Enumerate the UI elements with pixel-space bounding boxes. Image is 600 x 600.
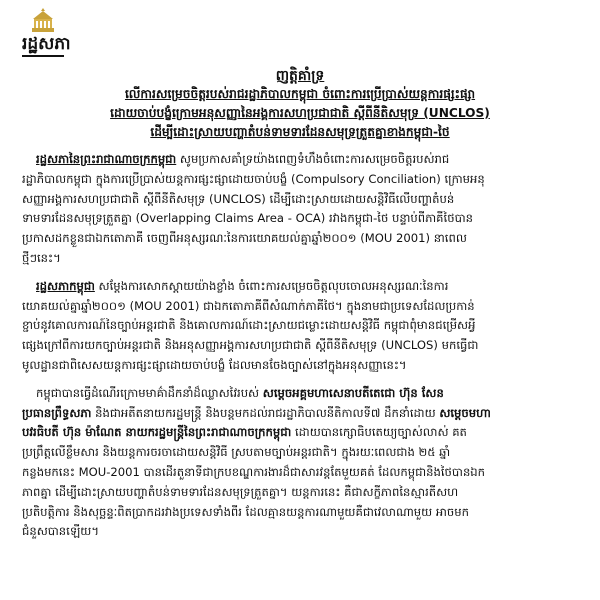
document-subtitle: [22, 85, 578, 142]
paragraph-line: ប្រតិបត្តិការ និងសុច្ឆន្ទៈពិតប្រាកដរវាងប្រទេសទាំងពីរ ដែលគ្មានយន្តការណាមួយគឺជាវេលាណាមួយ អាចមក: [22, 504, 469, 519]
paragraph-2: [22, 277, 578, 376]
subtitle-line: លើការសម្រេចចិត្តរបស់រាជរដ្ឋាភិបាលកម្ពុជា ចំពោះការប្រើប្រាស់យន្តការផ្សះផ្សា: [124, 87, 476, 101]
paragraph-3: [22, 384, 578, 542]
paragraph-line: ខ្ជាប់នូវគោលការណ៍នៃច្បាប់អន្តរជាតិ និងគោលការណ៍ដោះស្រាយជម្លោះដោយសន្តិវិធី កម្ពុជាពុំមានជម្រើសអ្វី: [22, 318, 476, 333]
paragraph-text: ដោយបានក្សោធិបតេយ្យច្បាស់លាស់ គត: [291, 425, 467, 440]
paragraph-line: សញ្ញាអង្គការសហប្រជាជាតិ ស្តីពីនីតិសមុទ្រ (UNCLOS) ដើម្បីដោះស្រាយដោយសន្តិវិធីលើបញ្ហាតំបន់: [22, 191, 455, 206]
paragraph-line: ជំនួសបានឡើយ។: [22, 524, 99, 539]
subtitle-line: ដើម្បីដោះស្រាយបញ្ហាតំបន់ទាមទារដែនសមុទ្រត្រួតគ្នាខាងកម្ពុជា-ថៃ: [150, 125, 450, 139]
paragraph-line: ភាពគ្នា ដើម្បីដោះស្រាយបញ្ហាតំបន់ទាមទារដែនសមុទ្រត្រួតគ្នា។ យន្តការនេះ គឺជាសក្ខីភាពនៃស្មារតីសហ: [22, 484, 459, 499]
document-title: ញត្តិគាំទ្រ: [275, 68, 325, 84]
paragraph-line: ផ្សេងក្រៅពីការយកច្បាប់អន្តរជាតិ និងអនុសញ្ញាអង្គការសហប្រជាជាតិ ស្តីពីនីតិសមុទ្រ (UNCLOS) មកធ្វើជា: [22, 338, 479, 353]
paragraph-text: កម្ពុជាបានធ្វើដំណើរក្រោមមាគ៌ាដឹកនាំដ៏ឈ្លាសវៃរបស់: [36, 385, 263, 400]
paragraph-lead: រដ្ឋសភានៃព្រះរាជាណាចក្រកម្ពុជា: [36, 152, 177, 166]
paragraph-text: សូមប្រកាសគាំទ្រយ៉ាងពេញទំហឹងចំពោះការសម្រេចចិត្តរបស់រាជ: [176, 152, 450, 166]
paragraph-1: [22, 150, 578, 269]
leader-name: បវរធិបតី ហ៊ុន ម៉ាណែត នាយករដ្ឋមន្ត្រីនៃព្រះរាជាណាចក្រកម្ពុជា: [22, 425, 292, 440]
paragraph-line: ប្រកាសដកខ្លួនជាឯកតោភាគី ចេញពីអនុស្សរណៈនៃការយោគយល់គ្នាឆ្នាំ២០០១ (MOU 2001) នាពេល: [22, 231, 467, 246]
paragraph-line: ប្រព្រឹត្តលើខ្លឹមសារ និងយន្តការចរចាដោយសន្តិវិធី ស្របតាមច្បាប់អន្តរជាតិ។ ក្នុងរយៈពេលជាង ២៥ ឆ្នាំ: [22, 445, 451, 460]
leader-title: ប្រធានព្រឹទ្ធសភា: [22, 405, 92, 420]
document-title-block: [22, 67, 578, 85]
leader-name: សម្តេចមហា: [439, 405, 491, 420]
letterhead: [22, 8, 578, 57]
paragraph-line: [22, 150, 578, 170]
paragraph-line: [22, 423, 578, 443]
paragraph-line: យោគយល់គ្នាឆ្នាំ២០០១ (MOU 2001) ជាឯកតោភាគីពីសំណាក់ភាគីថៃ។ ក្នុងនាមជាប្រទេសដែលប្រកាន់: [22, 298, 475, 313]
organization-name: រដ្ឋសភា: [22, 34, 71, 54]
paragraph-line: កន្លងមកនេះ MOU-2001 បានដើរតួនាទីជាក្របខណ្ឌការងារដ៏ជាសារវន្តតែមួយគត់ ដែលកម្ពុជានិងថៃបានឯក: [22, 464, 486, 479]
paragraph-text: និងជាអតីតនាយករដ្ឋមន្ត្រី និងបន្តមកដល់រាជរដ្ឋាភិបាលនីតិកាលទី៧ ដឹកនាំដោយ: [91, 405, 440, 420]
paragraph-line: ថ្មីៗនេះ។: [22, 250, 61, 265]
paragraph-line: រដ្ឋាភិបាលកម្ពុជា ក្នុងការប្រើប្រាស់យន្តការផ្សះផ្សាដោយចាប់បង្ខំ (Compulsory Conciliation) ក្រោមអនុ: [22, 171, 485, 186]
paragraph-line: [22, 404, 578, 424]
paragraph-line: [22, 277, 578, 297]
paragraph-line: ទាមទារដែនសមុទ្រត្រួតគ្នា (Overlapping Claims Area - OCA) រវាងកម្ពុជា-ថៃ បន្ទាប់ពីភាគីថៃបាន: [22, 211, 473, 226]
subtitle-line: ដោយចាប់បង្ខំក្រោមអនុសញ្ញានៃអង្គការសហប្រជាជាតិ ស្តីពីនីតិសមុទ្រ (UNCLOS): [110, 106, 490, 120]
paragraph-line: មូលដ្ឋានជាពិសេសយន្តការផ្សះផ្សាដោយចាប់បង្ខំ ដែលមានចែងច្បាស់នៅក្នុងអនុសញ្ញានេះ។: [22, 357, 407, 372]
parliament-emblem-icon: [30, 8, 56, 34]
paragraph-line: [22, 384, 578, 404]
paragraph-text: សម្តែងការសោកស្តាយយ៉ាងខ្លាំង ចំពោះការសម្រេចចិត្តលុបចោលអនុស្សរណៈនៃការ: [94, 278, 449, 293]
header-rule: [22, 55, 64, 57]
paragraph-lead: រដ្ឋសភាកម្ពុជា: [36, 278, 95, 293]
leader-name: សម្តេចអគ្គមហាសេនាបតីតេជោ ហ៊ុន សែន: [262, 385, 444, 400]
